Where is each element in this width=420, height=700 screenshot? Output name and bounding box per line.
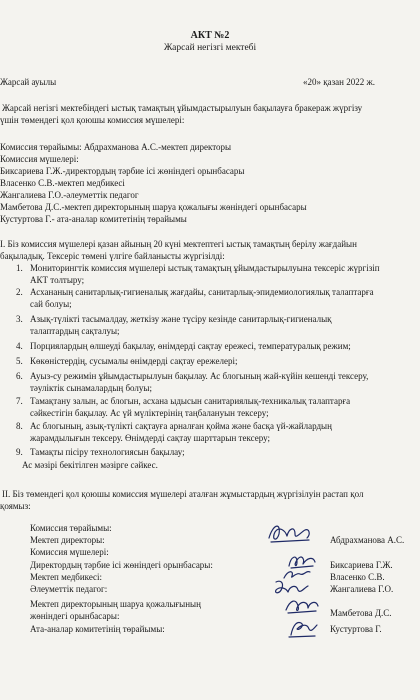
list-item: АКТ толтыру; <box>30 275 85 285</box>
list-item: Тамақты пісіру технологиясын бақылау; <box>30 447 185 457</box>
list-item: Асхананың санитарлық-гигиеналық жағдайы, санитарлық-эпидемиологиялық талаптарға <box>30 287 374 297</box>
section1-lead: I. Біз комиссия мүшелері қазан айының 20 күні мектептегі ыстық тамақтың берілу жағдайын <box>0 239 357 249</box>
village-name: Жарсай ауылы <box>0 77 57 87</box>
signature-row-label: Мектеп медбикесі: <box>30 572 103 582</box>
document-title: АКТ №2 <box>190 30 230 41</box>
school-name: Жарсай негізгі мектебі <box>163 43 257 53</box>
commission-members-label: Комиссия мүшелері: <box>0 154 79 164</box>
list-item-number: 2. <box>16 287 23 297</box>
list-item: сай болуы; <box>30 299 72 309</box>
list-item-number: 6. <box>16 371 23 381</box>
signature-deputy-label: жөніндегі орынбасары: <box>30 611 120 621</box>
section2-lead: қоямыз: <box>0 501 31 511</box>
list-item: жарамдылығын тексеру. Өнімдерді сақтау шарттарын тексеру; <box>30 433 270 443</box>
list-item: талаптардың сақталуы; <box>30 326 120 336</box>
deputy-head-signature-icon <box>282 596 322 616</box>
signature-members-label: Комиссия мүшелері: <box>30 547 109 557</box>
list-item-number: 8. <box>16 421 23 431</box>
list-item-number: 4. <box>16 341 23 351</box>
signature-row-name: Биксариева Г.Ж. <box>330 560 393 570</box>
list-item: Порциялардың өлшеуді бақылау, өнімдерді сақтау ережесі, температуралық режим; <box>30 341 351 351</box>
list-item: Тамақтану залын, ас блогын, асхана ыдысын санитариялық-техникалық талаптарға <box>30 396 351 406</box>
list-item-number: 3. <box>16 314 23 324</box>
intro-line: Жарсай негізгі мектебіндегі ыстық тамақтың ұйымдастырылуын бақылауға бракераж жүргізу <box>2 103 363 113</box>
list-item-number: 7. <box>16 396 23 406</box>
section1-lead: бақыладық. Тексеріс төмені үлгіге байланысты жүргізілді: <box>0 251 225 261</box>
intro-line: үшін төмендегі қол қоюшы комиссия мүшелері: <box>0 115 185 125</box>
list-item: Мониторингтік комиссия мүшелері ыстық тамақтың ұйымдастырылуына тексеріс жүргізіп <box>30 263 380 273</box>
pedagog-signature-icon <box>270 578 314 598</box>
commission-chair: Комиссия төрайымы: Абдрахманова А.С.-мектеп директоры <box>0 142 232 152</box>
list-item-number: 1. <box>16 263 23 273</box>
list-item: тәуліктік сынамалардың болуы; <box>30 383 152 393</box>
signature-deputy-label: Мектеп директорының шаруа қожалығының <box>30 599 201 609</box>
commission-member: Кустуртова Г.- ата-аналар комитетінің төрайымы <box>0 214 187 224</box>
signature-director-label: Мектеп директоры: <box>30 535 105 545</box>
parents-signature-icon <box>285 617 321 639</box>
chair-signature-icon <box>265 518 315 546</box>
list-item-number: 9. <box>16 447 23 457</box>
commission-member: Мамбетова Д.С.-мектеп директорының шаруа қожалығы жөніндегі орынбасары <box>0 202 307 212</box>
list-item: Көкөністердің, сусымалы өнімдерді сақтау ережелері; <box>30 356 238 366</box>
signature-chair-name: Абдрахманова А.С. <box>330 535 405 545</box>
signature-row-name: Власенко С.В. <box>330 572 385 582</box>
menu-conclusion: Ас мәзірі бекітілген мәзірге сәйкес. <box>22 460 158 470</box>
signature-row-label: Әлеуметтік педагог: <box>30 584 108 594</box>
commission-member: Жангалиева Г.О.-әлеуметтік педагог <box>0 190 139 200</box>
list-item-number: 5. <box>16 356 23 366</box>
commission-member: Власенко С.В.-мектеп медбикесі <box>0 178 125 188</box>
signature-chair-label: Комиссия төрайымы: <box>30 523 112 533</box>
signature-row-name: Жангалиева Г.О. <box>330 584 394 594</box>
list-item: Ауыз-су режимін ұйымдастырылуын бақылау. Ас блогының жай-күйін кешенді тексеру, <box>30 371 369 381</box>
signature-parents-name: Кустуртова Г. <box>330 624 382 634</box>
signature-parents-label: Ата-аналар комитетінің төрайымы: <box>30 624 165 634</box>
list-item: Азық-түлікті тасымалдау, жеткізу және түсіру кезінде санитарлық-гигиеналық <box>30 314 332 324</box>
list-item: Ас блогының, азық-түлікті сақтауға арналған қойма және басқа үй-жайлардың <box>30 421 332 431</box>
signature-deputy-name: Мамбетова Д.С. <box>330 608 392 618</box>
list-item: сәйкестігін бақылау. Ас үй мүліктерінің таңбалануын тексеру; <box>30 408 269 418</box>
commission-member: Биксариева Г.Ж.-директордың тәрбие ісі жөніндегі орынбасары <box>0 166 245 176</box>
section2-lead: II. Біз төмендегі қол қоюшы комиссия мүшелері аталған жұмыстардың жүргізілуін растап қол <box>2 489 364 499</box>
signature-row-label: Директордың тәрбие ісі жөніндегі орынбасары: <box>30 560 213 570</box>
document-date: «20» қазан 2022 ж. <box>303 77 375 87</box>
